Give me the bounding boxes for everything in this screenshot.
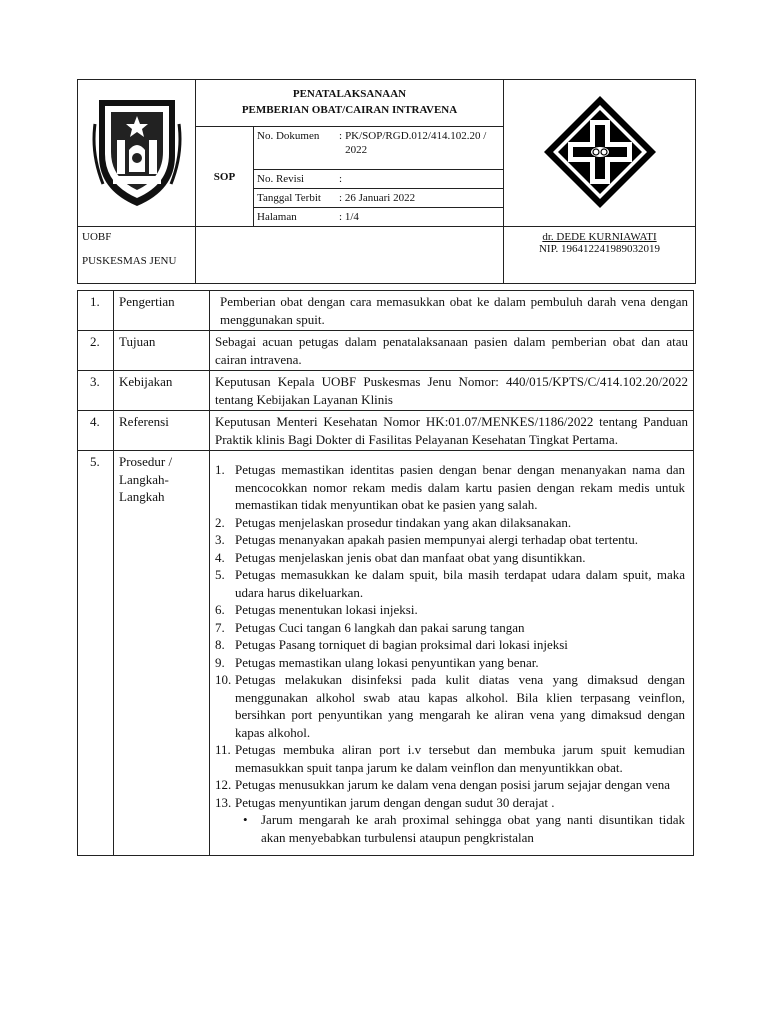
section-text: Pemberian obat dengan cara memasukkan obat ke dalam pembuluh darah vena dengan menggunakan spuit. (210, 291, 694, 331)
procedure-step (215, 531, 685, 549)
section-row-policy (78, 371, 694, 411)
section-label: Referensi (114, 411, 210, 451)
regency-emblem-icon (91, 94, 183, 210)
procedure-step-number: 7. (215, 619, 225, 635)
procedure-step (215, 776, 685, 794)
procedure-step-text: Petugas menusukkan jarum ke dalam vena dengan posisi jarum sejajar dengan vena (235, 777, 671, 792)
procedure-step (215, 794, 685, 812)
procedure-step (215, 619, 685, 637)
section-text: Sebagai acuan petugas dalam penatalaksanaan pasien dalam pemberian obat dan atau cairan intravena. (210, 331, 694, 371)
meta-document-number: No. Dokumen : PK/SOP/RGD.012/414.102.20 / 2022 (254, 127, 504, 170)
procedure-step-text: Petugas Pasang torniquet di bagian proksimal dari lokasi injeksi (235, 637, 568, 652)
meta-page: Halaman : 1/4 (254, 208, 504, 227)
procedure-step-number: 11. (215, 742, 231, 757)
section-text: Keputusan Kepala UOBF Puskesmas Jenu Nomor: 440/015/KPTS/C/414.102.20/2022 tentang Kebijakan Layanan Klinis (210, 371, 694, 411)
sop-content-table (77, 290, 694, 856)
procedure-step-text: Petugas memasukkan ke dalam spuit, bila masih terdapat udara dalam spuit, maka udara harus dikeluarkan. (235, 567, 685, 600)
section-label: Pengertian (114, 291, 210, 331)
puskesmas-logo-cell (504, 80, 696, 227)
unit-cell (78, 227, 196, 284)
procedure-step-number: 9. (215, 654, 225, 670)
procedure-step-text: Petugas melakukan disinfeksi pada kulit diatas vena yang dimaksud dengan menggunakan alkohol swab atau kapas alkohol. Bila klien terpasang veinflon, bersihkan port penyuntikan yang mengarah ke aliran vena yang dimaksud dengan kapas alkohol. (235, 672, 685, 740)
procedure-bullet: • Jarum mengarah ke arah proximal sehingga obat yang nanti disuntikan tidak akan menyebabkan turbulensi ataupun pengkristalan (215, 811, 685, 853)
procedure-step-number: 8. (215, 637, 225, 652)
document-title (196, 80, 504, 127)
procedure-step-number: 13. (215, 794, 232, 810)
procedure-steps (210, 451, 694, 856)
section-label: Tujuan (114, 331, 210, 371)
procedure-step (215, 741, 685, 776)
section-number: 3. (78, 371, 114, 411)
empty-cell (196, 227, 504, 284)
procedure-step (215, 461, 685, 514)
puskesmas-emblem-icon (540, 92, 660, 212)
title-line-2: PEMBERIAN OBAT/CAIRAN INTRAVENA (241, 104, 458, 116)
procedure-step-number: 12. (215, 777, 232, 792)
procedure-step (215, 549, 685, 567)
signer-name: dr. DEDE KURNIAWATI (542, 231, 657, 243)
procedure-step-text: Petugas menjelaskan jenis obat dan manfaat obat yang disuntikkan. (235, 549, 586, 565)
header-table (77, 79, 696, 284)
procedure-step-number: 6. (215, 602, 225, 617)
procedure-step-text: Petugas memastikan ulang lokasi penyuntikan yang benar. (235, 654, 539, 670)
section-label: Prosedur / Langkah-Langkah (114, 451, 210, 856)
procedure-step-text: Petugas memastikan identitas pasien dengan benar dengan menanyakan nama dan mencocokkan nomor rekam medis dalam kartu pasien dengan rekam medis untuk memastikan tidak menyuntikan obat ke pasien yang salah. (235, 462, 685, 512)
signature-cell (504, 227, 696, 284)
meta-revision: No. Revisi : (254, 170, 504, 189)
unit-name: UOBF (82, 231, 112, 243)
procedure-step-text: Petugas menentukan lokasi injeksi. (235, 602, 418, 617)
section-number: 4. (78, 411, 114, 451)
procedure-step-number: 4. (215, 549, 225, 565)
title-line-1: PENATALAKSANAAN (292, 88, 407, 100)
procedure-step (215, 514, 685, 532)
procedure-step-text: Petugas menanyakan apakah pasien mempunyai alergi terhadap obat tertentu. (235, 532, 638, 547)
unit-puskesmas: PUSKESMAS JENU (82, 255, 177, 267)
section-row-purpose (78, 331, 694, 371)
procedure-step (215, 601, 685, 619)
section-row-procedure (78, 451, 694, 856)
procedure-step-number: 1. (215, 462, 225, 477)
procedure-step-number: 10. (215, 672, 232, 687)
procedure-step-number: 5. (215, 567, 225, 582)
procedure-step (215, 636, 685, 654)
section-row-definition (78, 291, 694, 331)
procedure-step-number: 2. (215, 514, 225, 530)
regency-logo-cell (78, 80, 196, 227)
section-row-reference (78, 411, 694, 451)
meta-issue-date: Tanggal Terbit : 26 Januari 2022 (254, 189, 504, 208)
procedure-step (215, 654, 685, 672)
procedure-step-text: Petugas Cuci tangan 6 langkah dan pakai sarung tangan (235, 619, 525, 635)
procedure-step-text: Petugas menjelaskan prosedur tindakan yang akan dilaksanakan. (235, 514, 572, 530)
bullet-icon: • (243, 812, 248, 827)
procedure-step-text: Petugas membuka aliran port i.v tersebut dan membuka jarum spuit kemudian memasukkan spuit tanpa jarum ke dalam veinflon dan menyuntikkan obat. (235, 742, 685, 775)
section-number: 1. (78, 291, 114, 331)
procedure-step (215, 566, 685, 601)
section-text: Keputusan Menteri Kesehatan Nomor HK:01.07/MENKES/1186/2022 tentang Panduan Praktik klinis Bagi Dokter di Fasilitas Pelayanan Kesehatan Tingkat Pertama. (210, 411, 694, 451)
procedure-list (215, 461, 685, 811)
procedure-step-text: Petugas menyuntikan jarum dengan dengan sudut 30 derajat . (235, 794, 555, 810)
procedure-step-number: 3. (215, 532, 225, 547)
section-number: 5. (78, 451, 114, 856)
section-label: Kebijakan (114, 371, 210, 411)
section-number: 2. (78, 331, 114, 371)
signer-nip: NIP. 196412241989032019 (538, 243, 660, 255)
procedure-step (215, 671, 685, 741)
sop-label: SOP (196, 127, 254, 227)
